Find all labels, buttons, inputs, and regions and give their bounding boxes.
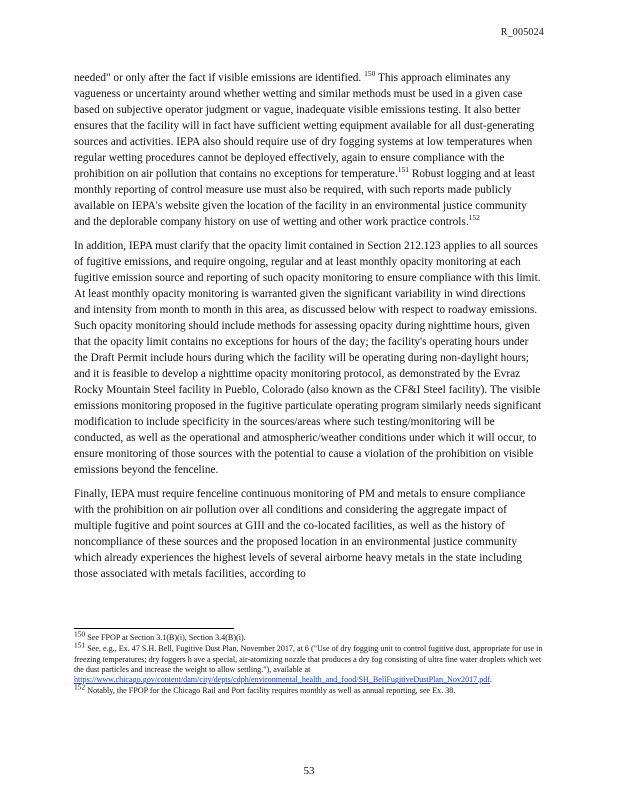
- footnote-text: Notably, the FPOP for the Chicago Rail and Port facility requires monthly as well as annual reporting, see Ex. 38.: [85, 686, 456, 696]
- footnote-ref-150[interactable]: 150: [364, 69, 376, 79]
- footnote-text: See FPOP at Section 3.1(B)(i), Section 3.4(B)(i).: [85, 633, 246, 642]
- paragraph-3: Finally, IEPA must require fenceline continuous monitoring of PM and metals to ensure compliance with the prohibition on air pollution over all conditions and considering the aggregate impact of multiple fugitive and point sources at GIII and the co-located facilities, as well as the history of noncompliance of these sources and the proposed location in an environmental justice community which already experiences the highest levels of several airborne heavy metals in the state including those associated with metals facilities, according to: [74, 488, 526, 580]
- footnote-ref-151[interactable]: 151: [397, 165, 410, 175]
- footnote-150: [74, 629, 552, 643]
- footnote-number: 150: [74, 629, 86, 639]
- footnote-151: [74, 640, 552, 685]
- paragraph-1-part-3: Robust logging and at least monthly reporting of control measure use must also be required, with such reports made publicly available on IEPA's website given the location of the facility in an environmental justice community and the deplorable company history on use of wetting and other work practice controls.: [74, 168, 535, 228]
- paragraph-1-part-1: needed" or only after the fact if visible emissions are identified.: [74, 72, 365, 84]
- paragraph-1: [74, 70, 544, 230]
- footnote-text: See, e.g., Ex. 47 S.H. Bell, Fugitive Dust Plan, November 2017, at 6 ("Use of dry fogging unit to control fugitive dust, appropriate for use in freezing temperatures; dry foggers h ave a special, air-atomizing nozzle that produces a dry fog consisting of ultra fine water droplets which wet the dust particles and increase the weight to allow settling."), available at: [74, 644, 543, 674]
- body-text: [74, 70, 544, 590]
- footnote-ref-152[interactable]: 152: [468, 213, 480, 223]
- footnote-separator: [74, 628, 234, 629]
- bates-number: R_005024: [500, 27, 544, 38]
- footnote-period: .: [490, 675, 493, 685]
- dust-plan-link[interactable]: https://www.chicago.gov/content/dam/city/depts/cdph/environmental_health_and_food/SH_BellFugitiveDustPlan_Nov2017.pdf: [74, 675, 491, 685]
- page-number: 53: [303, 765, 315, 777]
- footnotes: [74, 629, 552, 698]
- paragraph-1-part-2: This approach eliminates any vagueness or uncertainty around whether wetting and similar methods must be used in a given case based on subjective operator judgment or vague, inadequate visible emissions testing. It also better ensures that the facility will in fact have sufficient wetting equipment available for all dust-generating sources and activities. IEPA also should require use of dry fogging systems at low temperatures when regular wetting procedures cannot be deployed effectively, again to ensure compliance with the prohibition on air pollution that contains no exceptions for temperature.: [74, 72, 535, 180]
- footnote-number: 152: [74, 682, 86, 692]
- paragraph-2: In addition, IEPA must clarify that the opacity limit contained in Section 212.123 applies to all sources of fugitive emissions, and require ongoing, regular and at least monthly opacity monitoring at each fugitive emission source and reporting of such opacity monitoring to ensure compliance with this limit. At least monthly opacity monitoring is warranted given the significant variability in wind directions and intensity from month to month in this area, as discussed below with respect to roadway emissions. Such opacity monitoring should include methods for assessing opacity during nighttime hours, given that the opacity limit contains no exceptions for hours of the day; the facility's operating hours under the Draft Permit include hours during which the facility will be operating during non-daylight hours; and it is feasible to develop a nighttime opacity monitoring protocol, as demonstrated by the Evraz Rocky Mountain Steel facility in Pueblo, Colorado (also known as the CF&I Steel facility). The visible emissions monitoring proposed in the fugitive particulate operating program similarly needs significant modification to include specificity in the sources/areas where such testing/monitoring will be conducted, as well as the operational and atmospheric/weather conditions under which it will occur, to ensure monitoring of those sources with the potential to cause a violation of the prohibition on visible emissions beyond the fenceline.: [74, 240, 542, 476]
- footnote-152: [74, 682, 552, 696]
- footnote-number: 151: [74, 640, 86, 650]
